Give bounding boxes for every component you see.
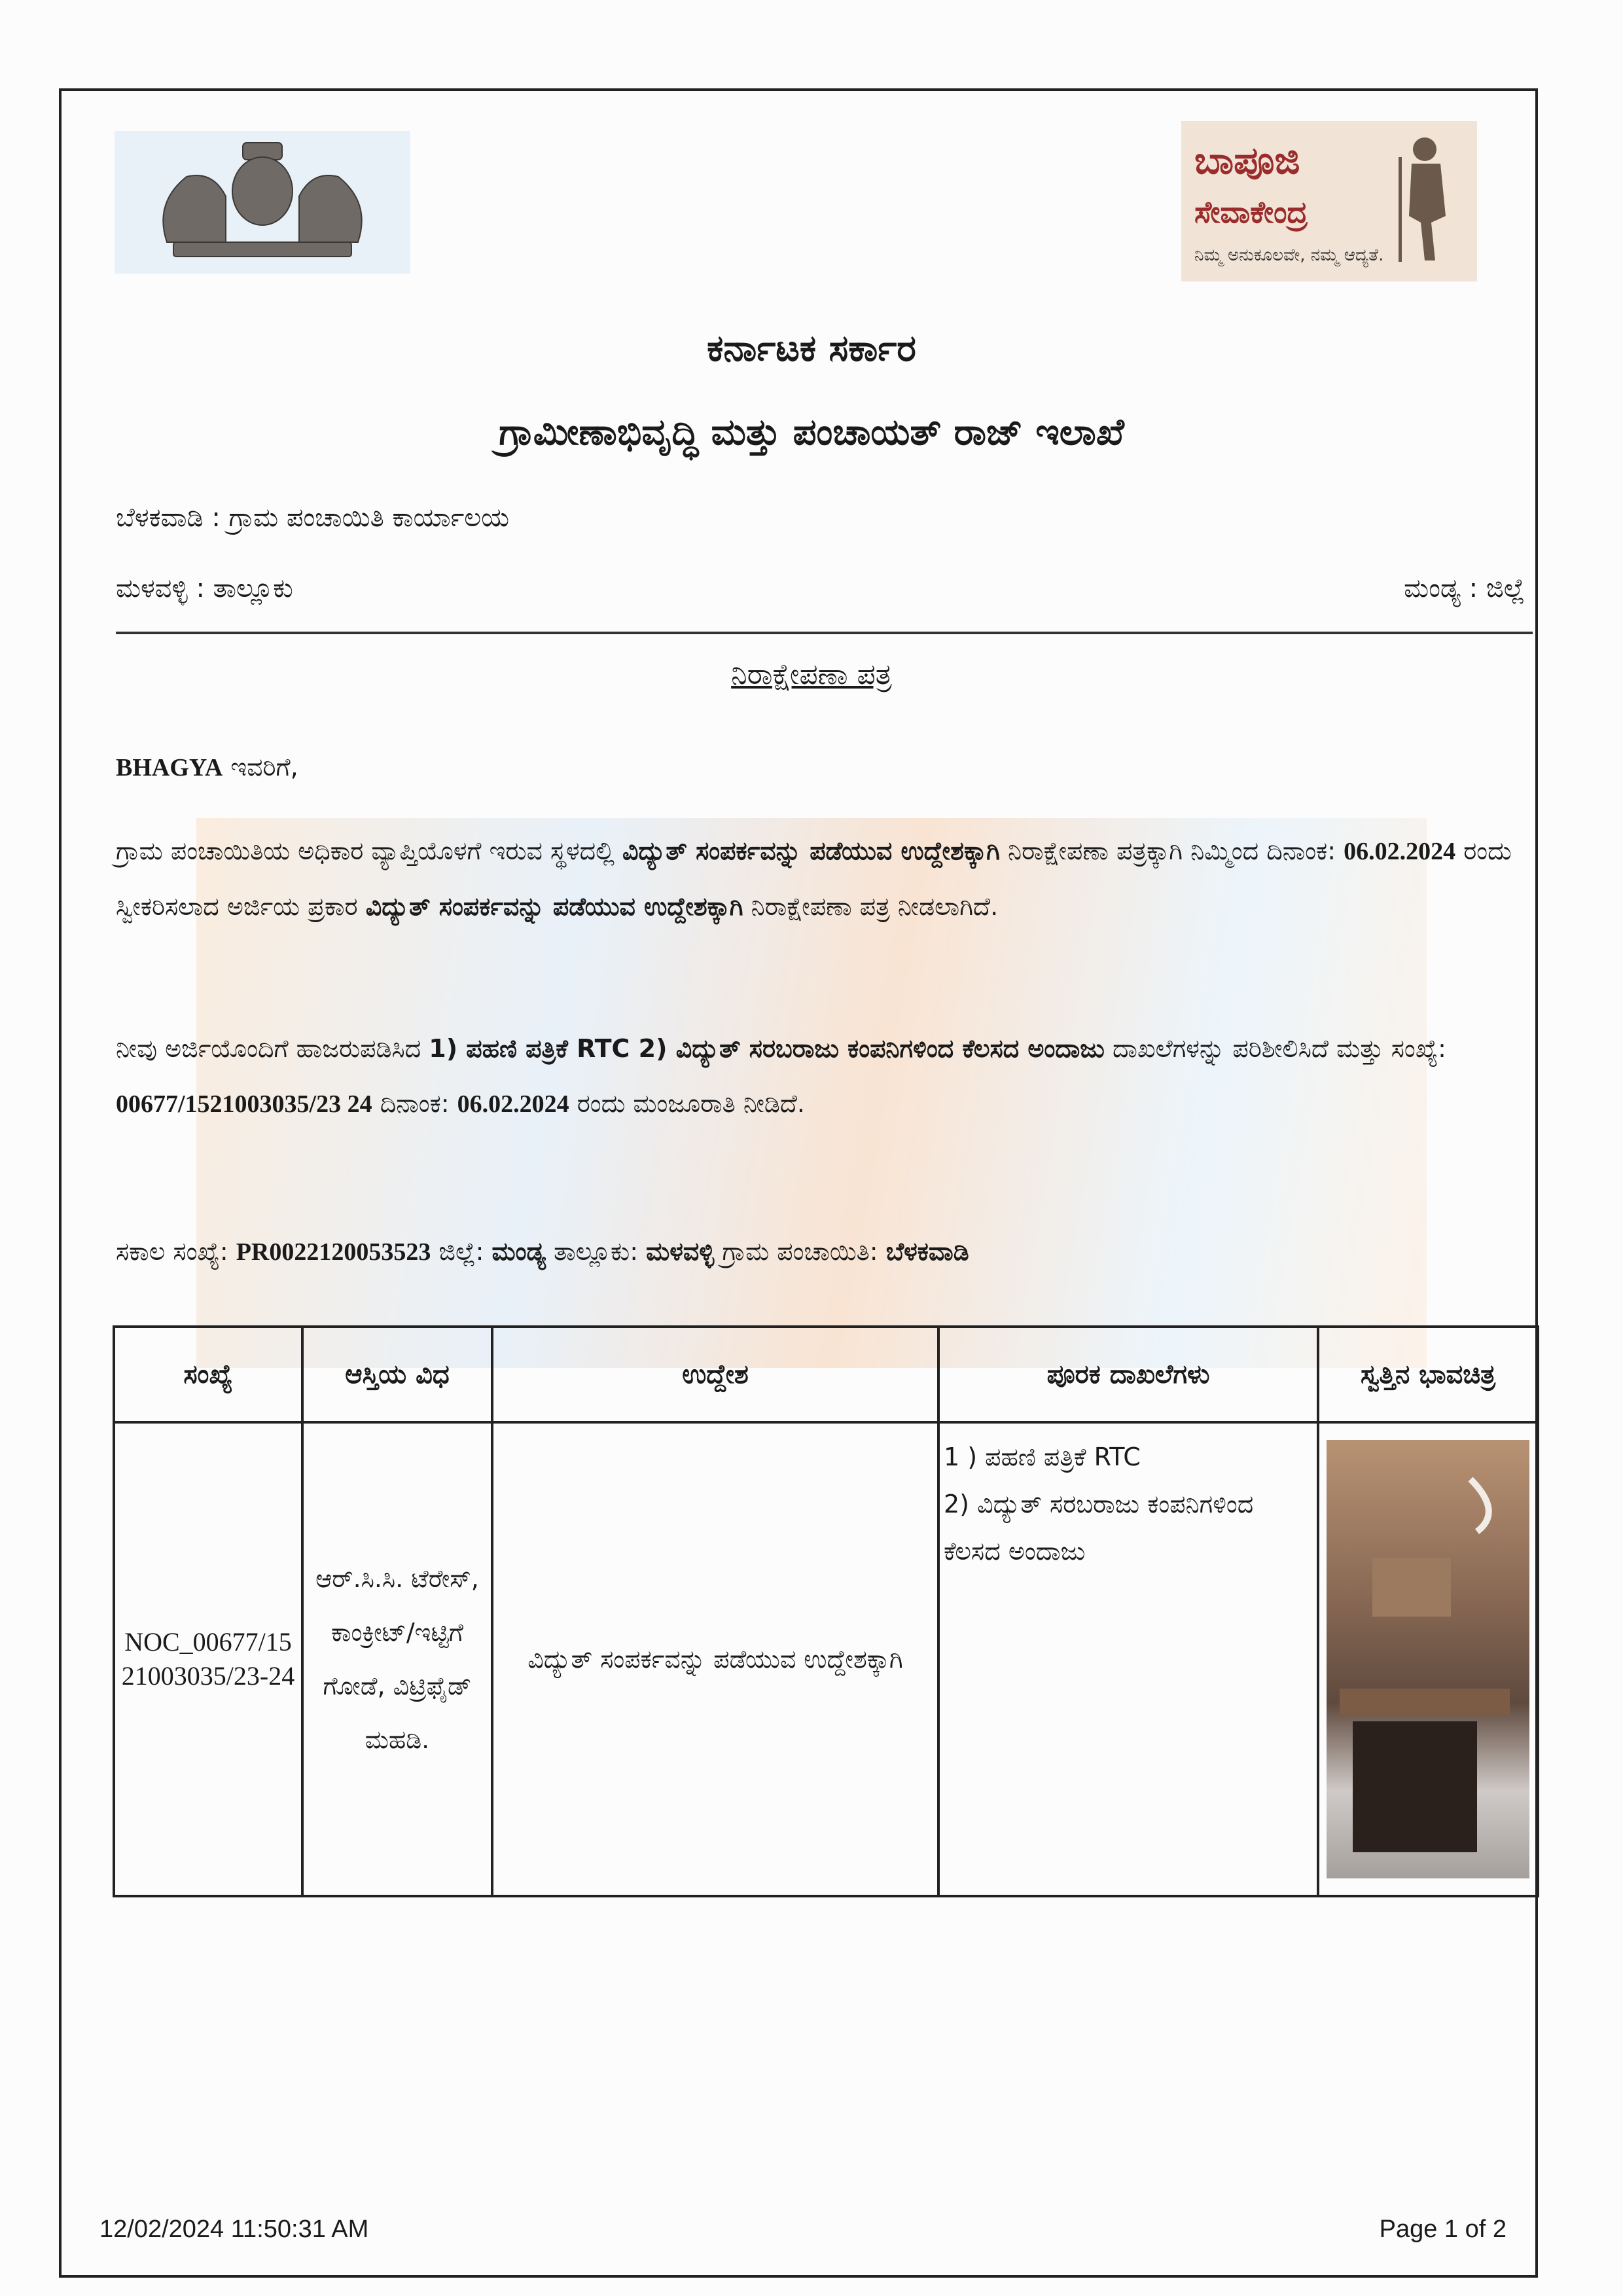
sakala-district-label: ಜಿಲ್ಲೆ: [431,1237,492,1266]
p2-documents: 1) ಪಹಣಿ ಪತ್ರಿಕೆ RTC 2) ವಿದ್ಯುತ್ ಸರಬರಾಜು ಕಂಪನಿಗಳಿಂದ ಕೆಲಸದ ಅಂದಾಜು [429,1034,1105,1063]
p1-text-c: ನಿರಾಕ್ಷೇಪಣಾ ಪತ್ರಕ್ಕಾಗಿ ನಿಮ್ಮಿಂದ ದಿನಾಂಕ: [999,836,1344,865]
cell-number: NOC_00677/1521003035/23-24 [114,1422,302,1896]
gandhi-figure-icon [1385,131,1464,265]
document-item-1: 1 ) ಪಹಣಿ ಪತ್ರಿಕೆ RTC [944,1443,1141,1471]
logo-tagline: ನಿಮ್ಮ ಅನುಕೂಲವೇ, ನಮ್ಮ ಆದ್ಯತೆ. [1194,245,1384,265]
header-divider [116,632,1533,634]
p2-text-c: ದಾಖಲೆಗಳನ್ನು ಪರಿಶೀಲಿಸಿದೆ ಮತ್ತು ಸಂಖ್ಯೆ: [1104,1034,1446,1063]
logo-title: ಬಾಪೂಜಿ [1194,138,1300,183]
p1-date: 06.02.2024 [1344,838,1456,865]
sakala-taluk-label: ತಾಲ್ಲೂಕು: [545,1237,647,1266]
p2-text-e: ರಂದು ಮಂಜೂರಾತಿ ನೀಡಿದೆ. [569,1089,805,1118]
p1-text-f: ನಿರಾಕ್ಷೇಪಣಾ ಪತ್ರ ನೀಡಲಾಗಿದೆ. [743,892,999,921]
sakala-line [116,1224,1536,1280]
government-heading: ಕರ್ನಾಟಕ ಸರ್ಕಾರ [707,327,916,370]
p1-text-d: ರಂದು ಸ್ವೀಕರಿಸಲಾದ ಅರ್ಜಿಯ ಪ್ರಕಾರ [116,836,1512,921]
cell-purpose: ವಿದ್ಯುತ್ ಸಂಪರ್ಕವನ್ನು ಪಡೆಯುವ ಉದ್ದೇಶಕ್ಕಾಗಿ [492,1422,938,1896]
page-indicator: Page 1 of 2 [1379,2215,1507,2243]
bapuji-seva-kendra-logo [1181,121,1477,281]
paragraph-2 [116,1021,1536,1132]
p1-text-a: ಗ್ರಾಮ ಪಂಚಾಯಿತಿಯ ಅಧಿಕಾರ ವ್ಯಾಪ್ತಿಯೊಳಗೆ ಇರುವ ಸ್ಥಳದಲ್ಲಿ [116,836,622,865]
cell-photo [1318,1422,1538,1896]
sakala-label: ಸಕಾಲ ಸಂಖ್ಯೆ: [116,1237,236,1266]
table-header-row [114,1327,1538,1422]
header-number: ಸಂಖ್ಯೆ [114,1327,302,1422]
header-property-type: ಆಸ್ತಿಯ ವಿಧ [302,1327,492,1422]
p1-purpose-2: ವಿದ್ಯುತ್ ಸಂಪರ್ಕವನ್ನು ಪಡೆಯುವ ಉದ್ದೇಶಕ್ಕಾಗಿ [365,892,743,921]
header-documents: ಪೂರಕ ದಾಖಲೆಗಳು [938,1327,1318,1422]
taluk-line: ಮಳವಳ್ಳಿ : ತಾಲ್ಲೂಕು [116,573,293,603]
header-photo: ಸ್ವತ್ತಿನ ಭಾವಚಿತ್ರ [1318,1327,1538,1422]
sakala-taluk: ಮಳವಳ್ಳಿ [646,1237,715,1266]
sakala-number: PR0022120053523 [236,1238,431,1266]
cell-property-type: ಆರ್.ಸಿ.ಸಿ. ಟೆರೇಸ್, ಕಾಂಕ್ರೀಟ್/ಇಟ್ಟಿಗೆ ಗೋಡೆ, ವಿಟ್ರಿಫೈಡ್ ಮಹಡಿ. [302,1422,492,1896]
p2-text-a: ನೀವು ಅರ್ಜಿಯೊಂದಿಗೆ ಹಾಜರುಪಡಿಸಿದ [116,1034,429,1063]
document-title: ನಿರಾಕ್ಷೇಪಣಾ ಪತ್ರ [731,658,892,691]
cell-documents [938,1422,1318,1896]
recipient-name: BHAGYA [116,754,223,781]
table-row [114,1422,1538,1896]
p2-text-d: ದಿನಾಂಕ: [372,1089,457,1118]
p2-number: 00677/1521003035/23 24 [116,1090,372,1118]
recipient-line [116,740,1536,795]
p2-date: 06.02.2024 [457,1090,569,1118]
department-heading: ಗ್ರಾಮೀಣಾಭಿವೃದ್ಧಿ ಮತ್ತು ಪಂಚಾಯತ್ ರಾಜ್ ಇಲಾಖೆ [499,411,1124,454]
sakala-district: ಮಂಡ್ಯ [491,1237,546,1266]
karnataka-emblem-logo [115,131,410,274]
header-purpose: ಉದ್ದೇಶ [492,1327,938,1422]
print-timestamp: 12/02/2024 11:50:31 AM [99,2215,369,2243]
document-item-2: 2) ವಿದ್ಯುತ್ ಸರಬರಾಜು ಕಂಪನಿಗಳಿಂದ ಕೆಲಸದ ಅಂದಾಜು [944,1490,1254,1566]
office-line: ಬೆಳಕವಾಡಿ : ಗ್ರಾಮ ಪಂಚಾಯಿತಿ ಕಾರ್ಯಾಲಯ [116,503,510,533]
sakala-gp: ಬೆಳಕವಾಡಿ [885,1237,969,1266]
logo-subtitle: ಸೇವಾಕೇಂದ್ರ [1194,194,1308,230]
sakala-gp-label: ಗ್ರಾಮ ಪಂಚಾಯಿತಿ: [714,1237,886,1266]
p1-purpose: ವಿದ್ಯುತ್ ಸಂಪರ್ಕವನ್ನು ಪಡೆಯುವ ಉದ್ದೇಶಕ್ಕಾಗಿ [622,836,1000,865]
district-line: ಮಂಡ್ಯ : ಜಿಲ್ಲೆ [1404,573,1525,603]
property-photo [1327,1440,1529,1878]
paragraph-1 [116,823,1536,934]
recipient-suffix: ಇವರಿಗೆ, [223,753,298,781]
noc-details-table [113,1325,1539,1897]
